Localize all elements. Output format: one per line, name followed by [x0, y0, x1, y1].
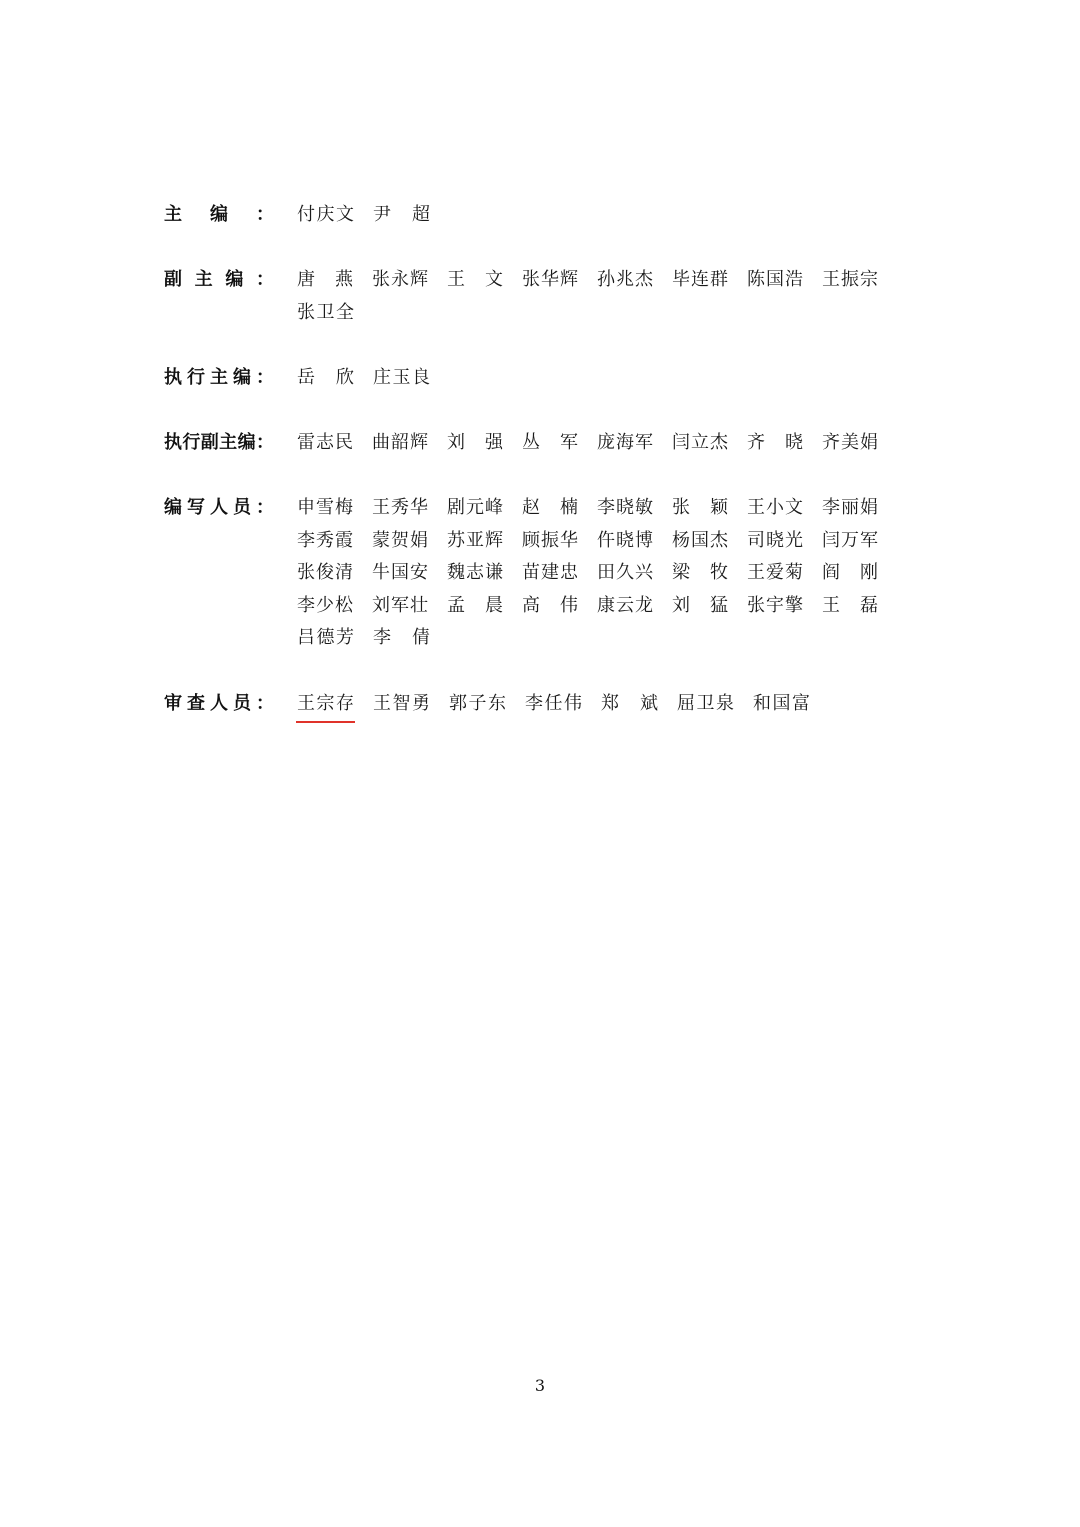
person-name: 张 宇 擎 — [747, 594, 803, 616]
person-name: 李 少 松 — [297, 594, 353, 616]
name-row — [297, 557, 897, 590]
person-name: 闫 万 军 — [822, 529, 878, 551]
person-name: 齐 美 娟 — [822, 432, 878, 453]
person-name: 王 爱 菊 — [747, 562, 803, 583]
person-name: 杨 国 杰 — [672, 529, 728, 551]
person-name: 张 颖 — [672, 497, 728, 518]
person-name: 苏 亚 辉 — [447, 529, 503, 551]
person-name: 岳 欣 — [297, 367, 354, 388]
person-name: 张 华 辉 — [522, 269, 578, 290]
name-row — [297, 199, 897, 232]
person-name: 申 雪 梅 — [297, 497, 353, 518]
name-row — [297, 362, 897, 395]
name-row — [297, 590, 897, 623]
person-name: 张 永 辉 — [372, 269, 428, 290]
section-label: 执 行 主 编 ： — [164, 367, 274, 388]
person-name: 唐 燕 — [297, 269, 353, 290]
name-list — [297, 492, 897, 655]
person-name: 曲 韶 辉 — [372, 432, 428, 453]
person-name: 苗 建 忠 — [522, 562, 578, 583]
person-name: 郑 斌 — [601, 693, 658, 714]
name-list — [297, 199, 897, 232]
person-name: 顾 振 华 — [522, 529, 578, 551]
person-name: 付 庆 文 — [297, 204, 354, 225]
person-name: 司 晓 光 — [747, 529, 803, 551]
person-name: 李 丽 娟 — [822, 497, 878, 518]
person-name: 蒙 贺 娟 — [372, 529, 428, 551]
name-row — [297, 427, 897, 460]
person-name: 陈 国 浩 — [747, 269, 803, 290]
name-list — [297, 362, 897, 395]
person-name: 王 小 文 — [747, 497, 803, 518]
person-name: 赵 楠 — [522, 497, 578, 518]
person-name: 刘 强 — [447, 432, 503, 453]
person-name: 屈 卫 泉 — [677, 693, 734, 714]
person-name: 梁 牧 — [672, 562, 728, 583]
person-name: 田 久 兴 — [597, 562, 653, 583]
name-list — [297, 427, 897, 460]
person-name: 丛 军 — [522, 432, 578, 453]
name-row — [297, 264, 897, 297]
person-name: 高 伟 — [522, 594, 578, 616]
person-name: 孙 兆 杰 — [597, 269, 653, 290]
person-name: 庄 玉 良 — [373, 367, 430, 388]
person-name: 和 国 富 — [753, 693, 810, 714]
person-name: 郭 子 东 — [449, 693, 506, 714]
person-name: 牛 国 安 — [372, 562, 428, 583]
page-number: 3 — [534, 1376, 546, 1395]
section-label: 副 主 编 ： — [164, 269, 274, 290]
section-label: 审 查 人 员 ： — [164, 693, 274, 714]
person-name: 李 任 伟 — [525, 693, 582, 714]
spellcheck-underline — [296, 721, 355, 723]
person-name: 吕 德 芳 — [297, 627, 354, 648]
person-name: 刘 猛 — [672, 594, 728, 616]
person-name: 尹 超 — [373, 204, 430, 225]
section-label: 编 写 人 员 ： — [164, 497, 274, 518]
section-label: 主 编 ： — [164, 204, 274, 225]
person-name: 张 卫 全 — [297, 301, 354, 323]
person-name: 李 晓 敏 — [597, 497, 653, 518]
person-name: 孟 晨 — [447, 594, 503, 616]
person-name: 康 云 龙 — [597, 594, 653, 616]
person-name: 刘 军 壮 — [372, 594, 428, 616]
person-name: 王 秀 华 — [372, 497, 428, 518]
name-row — [297, 688, 897, 721]
person-name: 剧 元 峰 — [447, 497, 503, 518]
name-row — [297, 525, 897, 558]
name-list — [297, 688, 897, 721]
person-name: 庞 海 军 — [597, 432, 653, 453]
person-name: 李 倩 — [373, 627, 430, 648]
person-name: 王 文 — [447, 269, 503, 290]
person-name: 王 智 勇 — [373, 693, 430, 714]
person-name: 李 秀 霞 — [297, 529, 353, 551]
person-name: 魏 志 谦 — [447, 562, 503, 583]
person-name: 仵 晓 博 — [597, 529, 653, 551]
person-name: 张 俊 清 — [297, 562, 353, 583]
section-label: 执 行 副 主 编 ： — [164, 432, 274, 453]
person-name: 王 振 宗 — [822, 269, 878, 290]
person-name: 雷 志 民 — [297, 432, 353, 453]
name-row — [297, 492, 897, 525]
person-name: 齐 晓 — [747, 432, 803, 453]
person-name: 王 磊 — [822, 594, 878, 616]
person-name: 毕 连 群 — [672, 269, 728, 290]
person-name: 阎 刚 — [822, 562, 878, 583]
name-list — [297, 264, 897, 329]
name-row — [297, 297, 897, 330]
person-name: 闫 立 杰 — [672, 432, 728, 453]
name-row — [297, 622, 897, 655]
person-name: 王 宗 存 — [297, 688, 354, 720]
